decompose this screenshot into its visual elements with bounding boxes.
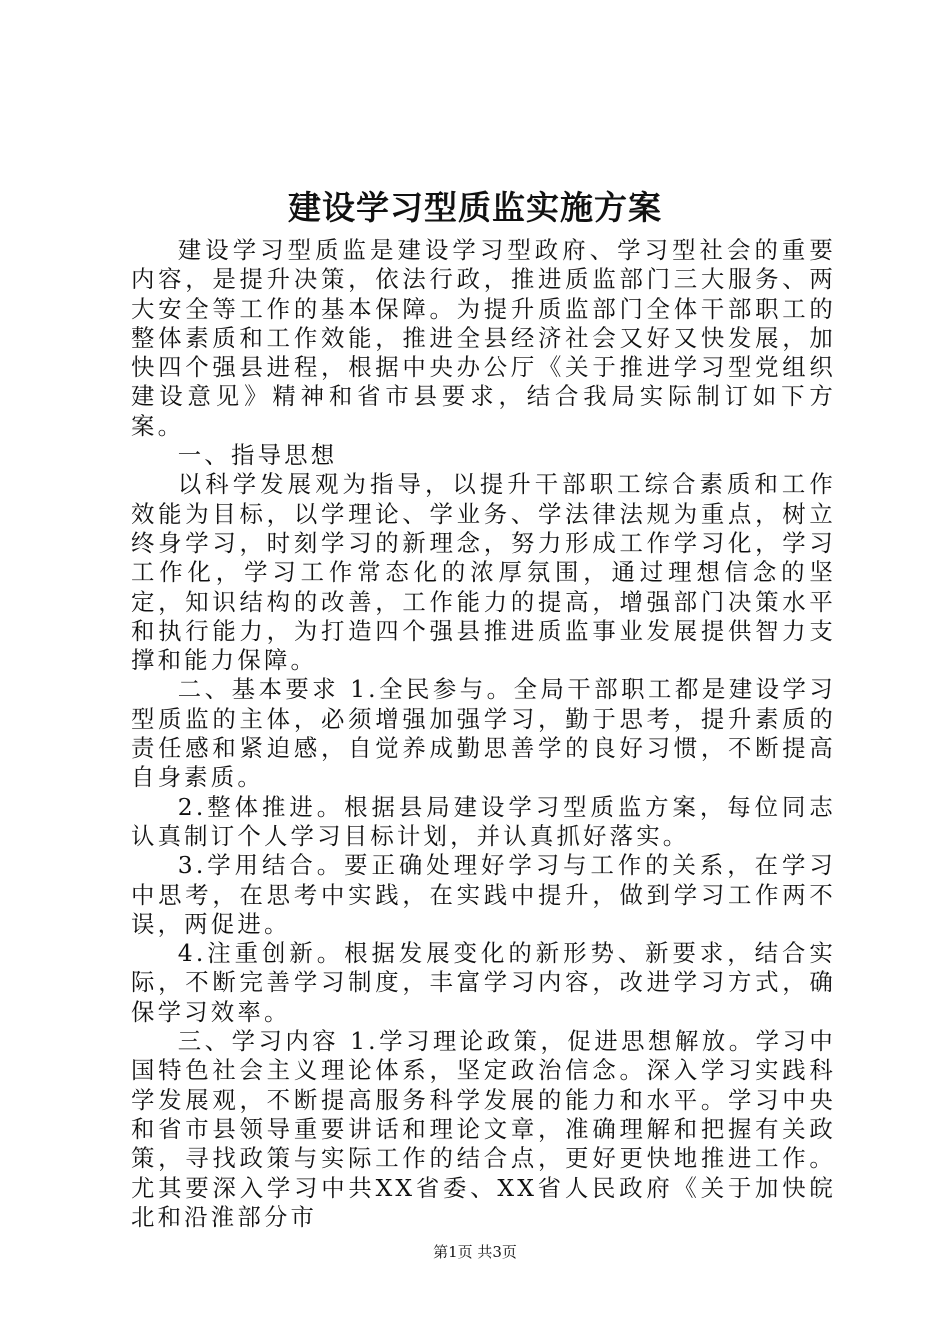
study-content-paragraph: 三、学习内容 1.学习理论政策，促进思想解放。学习中国特色社会主义理论体系，坚定政治信念。深入学习实践科学发展观，不断提高服务科学发展的能力和水平。学习中央和省市县领导重要讲话和理论文章，准确理解和把握有关政策，寻找政策与实际工作的结合点，更好更快地推进工作。尤其要深入学习中共XX省委、XX省人民政府《关于加快皖北和沿淮部分市 (131, 1027, 836, 1231)
page-number-footer: 第1页 共3页 (433, 1243, 517, 1261)
basic-requirements-paragraph: 二、基本要求 1.全民参与。全局干部职工都是建设学习型质监的主体，必须增强加强学习，勤于思考，提升素质的责任感和紧迫感，自觉养成勤思善学的良好习惯，不断提高自身素质。 (131, 675, 836, 792)
document-body (131, 236, 836, 1232)
document-title: 建设学习型质监实施方案 (288, 188, 662, 227)
combine-study-use-paragraph: 3.学用结合。要正确处理好学习与工作的关系，在学习中思考，在思考中实践，在实践中提升，做到学习工作两不误，两促进。 (131, 851, 836, 938)
overall-advance-paragraph: 2.整体推进。根据县局建设学习型质监方案，每位同志认真制订个人学习目标计划，并认真抓好落实。 (131, 792, 836, 850)
section-heading-guiding-ideology: 一、指导思想 (177, 441, 338, 470)
guiding-ideology-paragraph: 以科学发展观为指导，以提升干部职工综合素质和工作效能为目标，以学理论、学业务、学法律法规为重点，树立终身学习，时刻学习的新理念，努力形成工作学习化，学习工作化，学习工作常态化的浓厚氛围，通过理想信念的坚定，知识结构的改善，工作能力的提高，增强部门决策水平和执行能力，为打造四个强县推进质监事业发展提供智力支撑和能力保障。 (131, 470, 836, 675)
innovation-paragraph: 4.注重创新。根据发展变化的新形势、新要求，结合实际，不断完善学习制度，丰富学习内容，改进学习方式，确保学习效率。 (131, 939, 836, 1026)
intro-paragraph: 建设学习型质监是建设学习型政府、学习型社会的重要内容，是提升决策，依法行政，推进质监部门三大服务、两大安全等工作的基本保障。为提升质监部门全体干部职工的整体素质和工作效能，推进全县经济社会又好又快发展，加快四个强县进程，根据中央办公厅《关于推进学习型党组织建设意见》精神和省市县要求，结合我局实际制订如下方案。 (131, 236, 836, 440)
